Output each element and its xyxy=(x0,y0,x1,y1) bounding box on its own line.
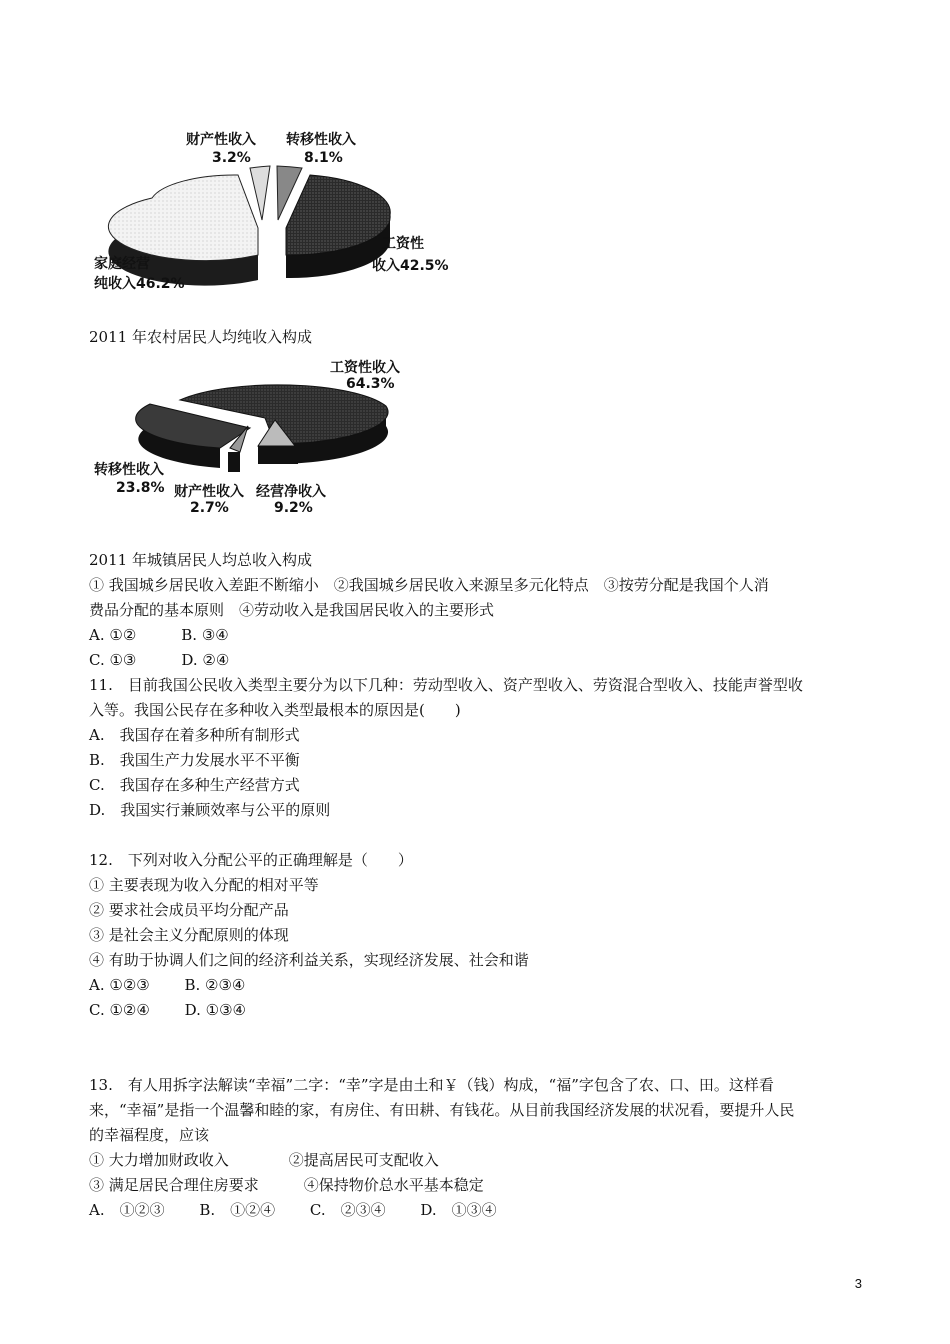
urban-chart-caption: 2011 年城镇居民人均总收入构成 xyxy=(89,551,312,569)
q10-statements-line2: 费品分配的基本原则 ④劳动收入是我国居民收入的主要形式 xyxy=(89,601,495,619)
value-transfer: 23.8% xyxy=(116,480,165,496)
q10-options-row2: C. ①③ D. ②④ xyxy=(89,651,230,669)
q12-stem: 12. 下列对收入分配公平的正确理解是（ ） xyxy=(89,851,413,869)
q13-options: A. ①②③ B. ①②④ C. ②③④ D. ①③④ xyxy=(89,1201,497,1219)
rural-chart-caption: 2011 年农村居民人均纯收入构成 xyxy=(89,328,312,346)
label-business: 经营净收入 xyxy=(256,484,326,500)
q13-statements-row1: ① 大力增加财政收入 ②提高居民可支配收入 xyxy=(89,1151,439,1169)
label-property: 财产性收入 xyxy=(174,484,244,500)
q11-option-a: A. 我国存在着多种所有制形式 xyxy=(89,726,300,744)
q13-stem-line1: 13. 有人用拆字法解读“幸福”二字：“幸”字是由土和￥（钱）构成，“福”字包含了农、口、田。这样看 xyxy=(89,1076,774,1094)
rural-income-pie-chart xyxy=(90,120,460,305)
urban-income-pie-chart xyxy=(90,356,440,516)
q10-statements-line1: ① 我国城乡居民收入差距不断缩小 ②我国城乡居民收入来源呈多元化特点 ③按劳分配是我国个人消 xyxy=(89,576,769,594)
q10-options-row1: A. ①② B. ③④ xyxy=(89,626,229,644)
q12-options-row2: C. ①②④ D. ①③④ xyxy=(89,1001,246,1019)
pie-slice-property xyxy=(250,166,270,220)
label-household-2: 纯收入46.2% xyxy=(94,276,185,292)
label-transfer: 转移性收入 xyxy=(94,462,164,478)
q12-statement-1: ① 主要表现为收入分配的相对平等 xyxy=(89,876,319,894)
value-property: 3.2% xyxy=(212,150,251,166)
page-number: 3 xyxy=(854,1276,862,1291)
q12-options-row1: A. ①②③ B. ②③④ xyxy=(89,976,246,994)
label-wage-2: 收入42.5% xyxy=(372,258,449,274)
label-household-1: 家庭经营 xyxy=(94,256,150,272)
label-wage: 工资性收入 xyxy=(330,360,400,376)
q13-statements-row2: ③ 满足居民合理住房要求 ④保持物价总水平基本稳定 xyxy=(89,1176,484,1194)
q11-stem-line2: 入等。我国公民存在多种收入类型最根本的原因是( ) xyxy=(89,701,461,719)
q11-option-c: C. 我国存在多种生产经营方式 xyxy=(89,776,300,794)
value-property: 2.7% xyxy=(190,500,229,516)
q11-option-b: B. 我国生产力发展水平不平衡 xyxy=(89,751,300,769)
q11-stem-line1: 11. 目前我国公民收入类型主要分为以下几种：劳动型收入、资产型收入、劳资混合型收入、技能声誉型收 xyxy=(89,676,803,694)
q13-stem-line3: 的幸福程度，应该 xyxy=(89,1126,210,1144)
label-transfer: 转移性收入 xyxy=(286,132,356,148)
q12-statement-3: ③ 是社会主义分配原则的体现 xyxy=(89,926,289,944)
label-property: 财产性收入 xyxy=(186,132,256,148)
pie-slice-household xyxy=(108,175,258,261)
value-wage: 64.3% xyxy=(346,376,395,392)
value-business: 9.2% xyxy=(274,500,313,516)
value-transfer: 8.1% xyxy=(304,150,343,166)
q11-option-d: D. 我国实行兼顾效率与公平的原则 xyxy=(89,801,331,819)
q12-statement-2: ② 要求社会成员平均分配产品 xyxy=(89,901,289,919)
q13-stem-line2: 来，“幸福”是指一个温馨和睦的家，有房住、有田耕、有钱花。从目前我国经济发展的状况看，要提升人民 xyxy=(89,1101,795,1119)
q12-statement-4: ④ 有助于协调人们之间的经济利益关系，实现经济发展、社会和谐 xyxy=(89,951,529,969)
label-wage-1: 工资性 xyxy=(382,236,424,252)
